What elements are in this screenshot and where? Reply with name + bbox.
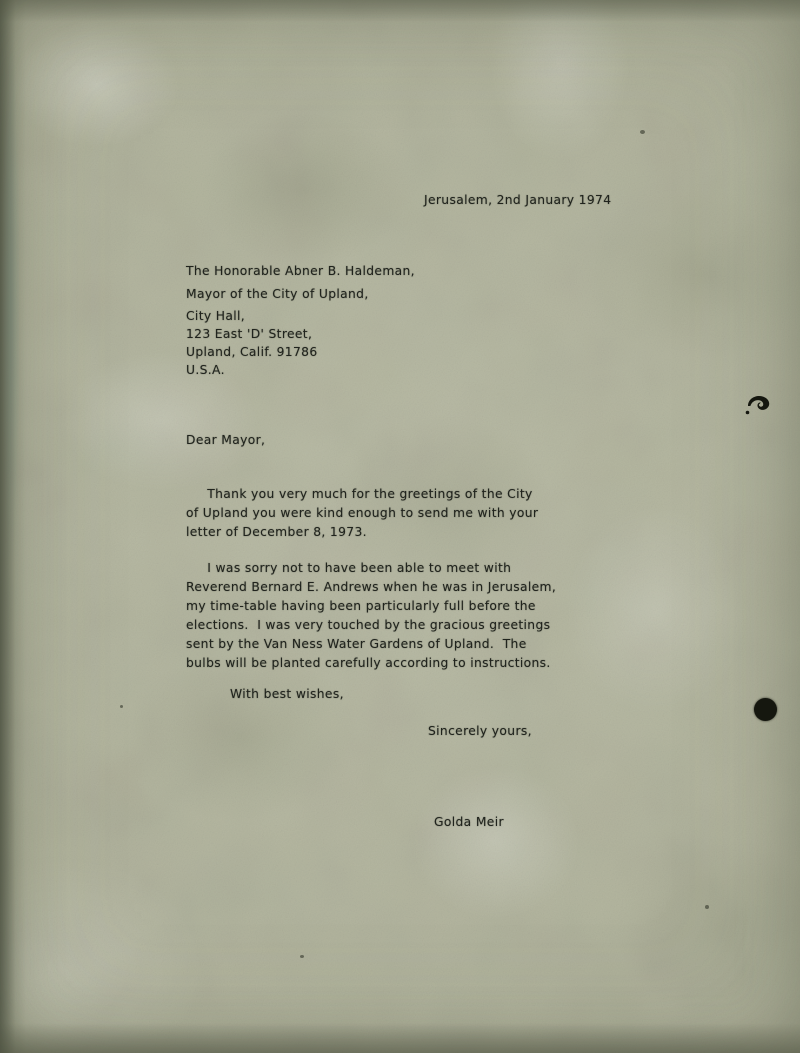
closing-line: With best wishes, — [230, 687, 344, 701]
body-paragraph-2-line-3: my time-table having been particularly full before the — [186, 599, 536, 613]
address-line-3: City Hall, — [186, 309, 246, 323]
address-line-4: 123 East 'D' Street, — [186, 327, 313, 341]
address-line-6: U.S.A. — [186, 363, 225, 377]
address-line-1: The Honorable Abner B. Haldeman, — [186, 264, 415, 278]
body-paragraph-2-line-6: bulbs will be planted carefully according to instructions. — [186, 656, 551, 670]
scan-speck — [120, 705, 123, 708]
address-line-5: Upland, Calif. 91786 — [186, 345, 318, 359]
scan-speck — [640, 130, 645, 134]
salutation: Dear Mayor, — [186, 433, 266, 447]
body-paragraph-1-line-3: letter of December 8, 1973. — [186, 525, 367, 539]
body-paragraph-2-line-1: I was sorry not to have been able to meet with — [186, 561, 512, 575]
body-paragraph-2-line-5: sent by the Van Ness Water Gardens of Upland. The — [186, 637, 527, 651]
body-paragraph-2-line-4: elections. I was very touched by the gracious greetings — [186, 618, 551, 632]
address-line-2: Mayor of the City of Upland, — [186, 287, 369, 301]
valediction: Sincerely yours, — [428, 724, 532, 738]
ink-blot-round-icon — [754, 698, 777, 721]
body-paragraph-1-line-2: of Upland you were kind enough to send me with your — [186, 506, 539, 520]
body-paragraph-2-line-2: Reverend Bernard E. Andrews when he was in Jerusalem, — [186, 580, 557, 594]
dateline: Jerusalem, 2nd January 1974 — [424, 193, 612, 207]
signature-name: Golda Meir — [434, 815, 504, 829]
scan-speck — [705, 905, 709, 909]
ink-blot-curl-icon — [744, 392, 772, 416]
body-paragraph-1-line-1: Thank you very much for the greetings of the City — [186, 487, 533, 501]
scan-speck — [300, 955, 304, 958]
